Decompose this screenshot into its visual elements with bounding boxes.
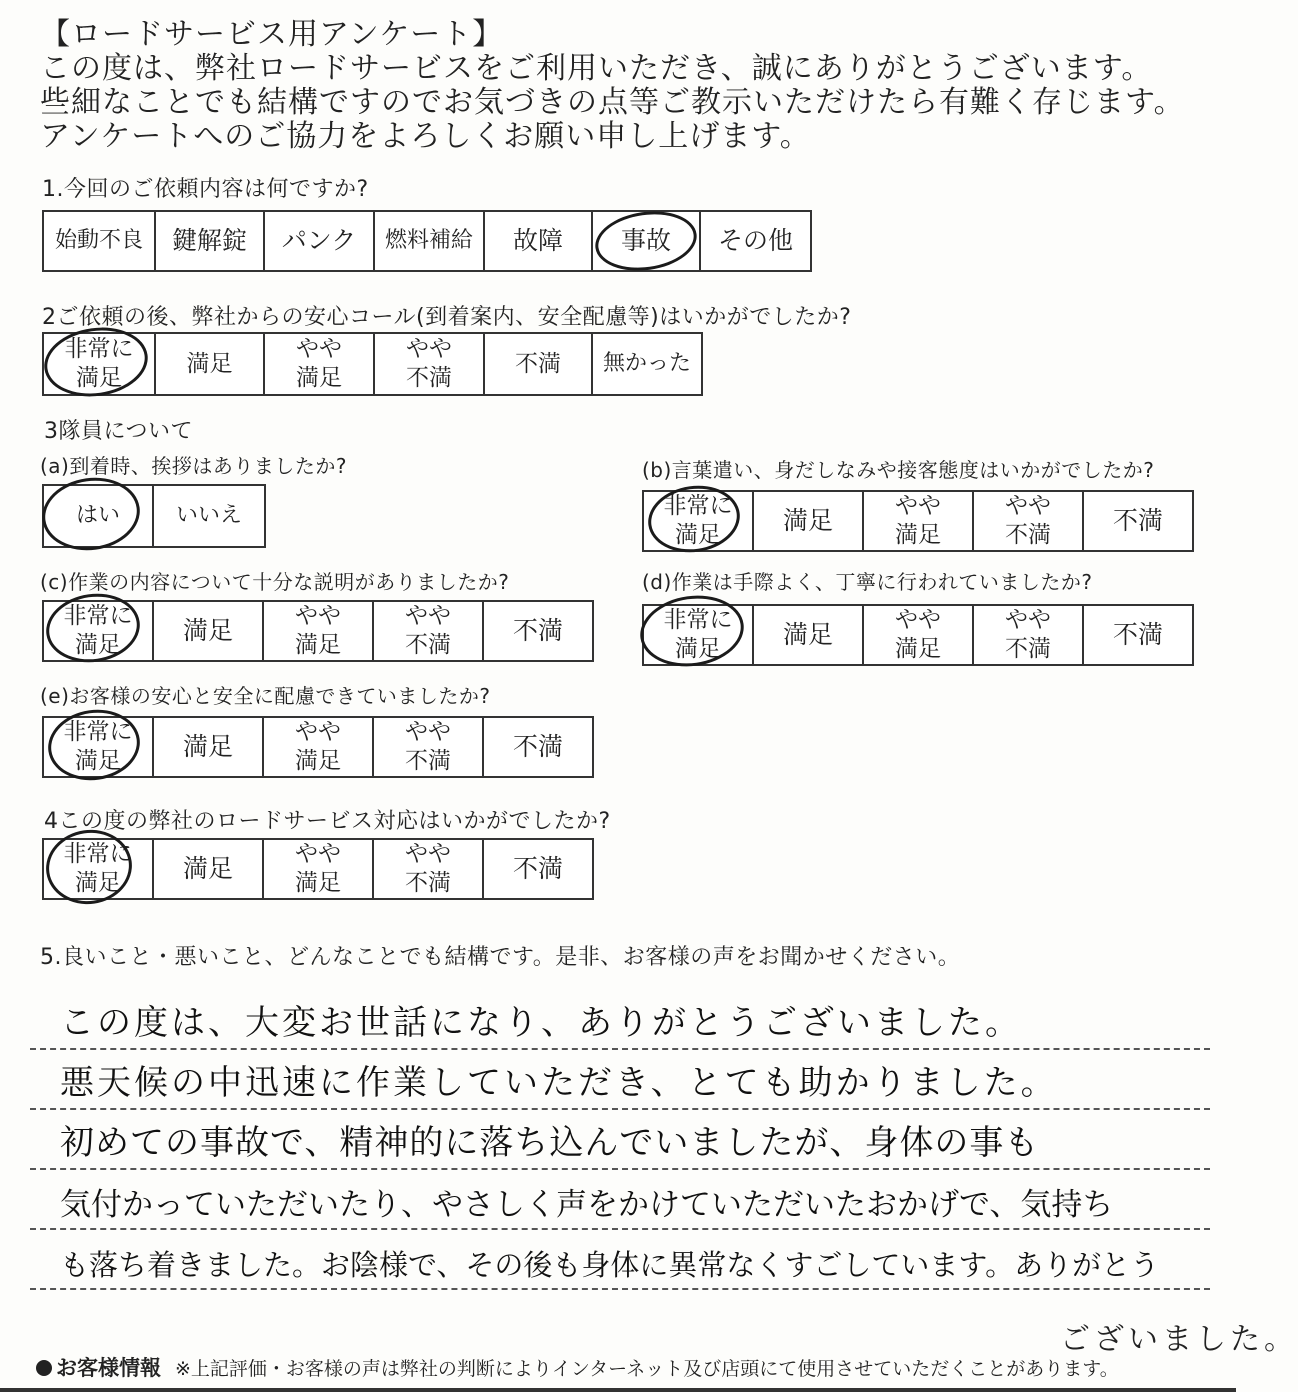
comment-line-4: 気付かっていただいたり、やさしく声をかけていただいたおかげで、気持ち — [30, 1170, 1210, 1230]
q3c-option-2[interactable]: 満足 — [154, 602, 264, 660]
intro-line-2: 些細なことでも結構ですのでお気づきの点等ご教示いただけたら有難く存じます。 — [40, 85, 1185, 120]
q2-option-6[interactable]: 無かった — [602, 351, 691, 376]
comment-line-1: この度は、大変お世話になり、ありがとうございました。 — [30, 990, 1210, 1050]
question-1-options — [42, 210, 812, 272]
q1-option-5[interactable]: 故障 — [485, 212, 593, 270]
q3e-option-2[interactable]: 満足 — [154, 718, 264, 776]
q2-option-3[interactable]: やや 満足 — [265, 334, 375, 394]
question-3b-label: (b)言葉遣い、身だしなみや接客態度はいかがでしたか? — [642, 458, 1155, 482]
question-4-options — [42, 838, 594, 900]
q4-option-5[interactable]: 不満 — [512, 854, 563, 883]
question-1-label: 1.今回のご依頼内容は何ですか? — [42, 177, 369, 202]
q3e-option-4[interactable]: やや 不満 — [374, 718, 484, 776]
q2-option-5[interactable]: 不満 — [485, 334, 593, 394]
q1-option-7[interactable]: その他 — [717, 226, 793, 255]
comment-line-3: 初めての事故で、精神的に落ち込んでいましたが、身体の事も — [30, 1110, 1210, 1170]
question-3a-options — [42, 484, 266, 548]
q4-option-4[interactable]: やや 不満 — [374, 840, 484, 898]
comment-area[interactable] — [30, 990, 1210, 1290]
q3d-option-4[interactable]: やや 不満 — [974, 606, 1084, 664]
q3d-option-2[interactable]: 満足 — [754, 606, 864, 664]
q3c-option-3[interactable]: やや 満足 — [264, 602, 374, 660]
question-3b-options — [642, 490, 1194, 552]
question-3c-options — [42, 600, 594, 662]
q1-option-4[interactable]: 燃料補給 — [375, 212, 485, 270]
question-2-label: 2ご依頼の後、弊社からの安心コール(到着案内、安全配慮等)はいかがでしたか? — [42, 305, 852, 330]
q1-option-6[interactable]: 事故 — [593, 212, 701, 270]
comment-tail: ございました。 — [1060, 1322, 1298, 1357]
q3d-option-1[interactable]: 非常に 満足 — [644, 606, 754, 664]
comment-line-2: 悪天候の中迅速に作業していただき、とても助かりました。 — [30, 1050, 1210, 1110]
q3b-option-5[interactable]: 不満 — [1112, 506, 1163, 535]
question-3e-options — [42, 716, 594, 778]
q3c-option-4[interactable]: やや 不満 — [374, 602, 484, 660]
intro-line-3: アンケートへのご協力をよろしくお願い申し上げます。 — [40, 119, 811, 154]
q2-option-4[interactable]: やや 不満 — [375, 334, 485, 394]
footer-title: お客様情報 — [56, 1356, 161, 1380]
comment-line-5: も落ち着きました。お陰様で、その後も身体に異常なくすごしています。ありがとう — [30, 1230, 1210, 1290]
survey-heading: 【ロードサービス用アンケート】 — [40, 17, 504, 52]
question-3e-label: (e)お客様の安心と安全に配慮できていましたか? — [40, 684, 491, 708]
question-2-options — [42, 332, 703, 396]
question-3d-options — [642, 604, 1194, 666]
footer-note: ※上記評価・お客様の声は弊社の判断によりインターネット及び店頭にて使用させていただくことがあります。 — [175, 1358, 1119, 1380]
question-3c-label: (c)作業の内容について十分な説明がありましたか? — [40, 570, 510, 594]
q3e-option-1[interactable]: 非常に 満足 — [44, 718, 154, 776]
q3b-option-3[interactable]: やや 満足 — [864, 492, 974, 550]
q4-option-1[interactable]: 非常に 満足 — [44, 840, 154, 898]
q3e-option-3[interactable]: やや 満足 — [264, 718, 374, 776]
q3a-option-1[interactable]: はい — [44, 486, 154, 546]
footer — [36, 1352, 1119, 1382]
q2-option-2[interactable]: 満足 — [156, 334, 265, 394]
q4-option-3[interactable]: やや 満足 — [264, 840, 374, 898]
q2-option-1[interactable]: 非常に 満足 — [44, 334, 156, 394]
q4-option-2[interactable]: 満足 — [154, 840, 264, 898]
q1-option-3[interactable]: パンク — [265, 212, 375, 270]
q3b-option-1[interactable]: 非常に 満足 — [644, 492, 754, 550]
question-4-label: 4この度の弊社のロードサービス対応はいかがでしたか? — [44, 809, 611, 834]
bullet-icon — [36, 1360, 52, 1376]
question-5-label: 5.良いこと・悪いこと、どんなことでも結構です。是非、お客様の声をお聞かせください。 — [40, 945, 961, 970]
intro — [40, 18, 1185, 154]
question-3d-label: (d)作業は手際よく、丁寧に行われていましたか? — [642, 570, 1093, 594]
q3c-option-1[interactable]: 非常に 満足 — [44, 602, 154, 660]
q3b-option-2[interactable]: 満足 — [754, 492, 864, 550]
question-3a-label: (a)到着時、挨拶はありましたか? — [40, 454, 347, 478]
q3c-option-5[interactable]: 不満 — [512, 616, 563, 645]
q3e-option-5[interactable]: 不満 — [512, 732, 563, 761]
q3d-option-3[interactable]: やや 満足 — [864, 606, 974, 664]
q3b-option-4[interactable]: やや 不満 — [974, 492, 1084, 550]
intro-line-1: この度は、弊社ロードサービスをご利用いただき、誠にありがとうございます。 — [40, 51, 1153, 86]
q3d-option-5[interactable]: 不満 — [1112, 620, 1163, 649]
question-3-label: 3隊員について — [44, 419, 194, 444]
q1-option-2[interactable]: 鍵解錠 — [156, 212, 265, 270]
bottom-rule — [0, 1388, 1236, 1392]
q1-option-1[interactable]: 始動不良 — [44, 212, 156, 270]
q3a-option-2[interactable]: いいえ — [175, 503, 242, 528]
